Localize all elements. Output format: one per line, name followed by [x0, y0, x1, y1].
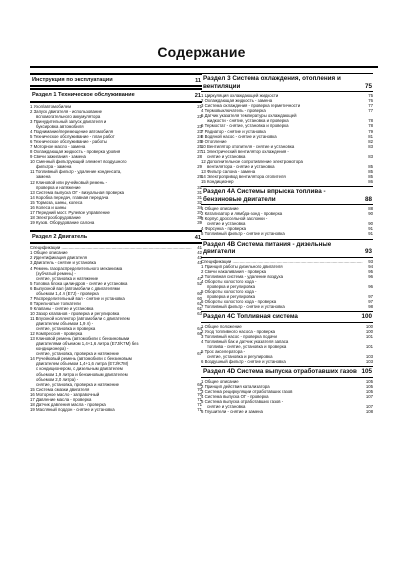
- entry-page-number: 29: [197, 174, 202, 180]
- entry-title: 3 Корпус дроссельной заслонки -: [201, 216, 268, 222]
- section-title: Раздел 4С Топливная система: [203, 313, 298, 321]
- entry-title: 11 Электрический вентилятор охлаждения -: [201, 148, 289, 154]
- entry-title: 6 Техническое обслуживание - работы: [30, 139, 107, 145]
- entry-title: 1 Ухоп/автомобилем: [30, 103, 72, 109]
- section-page-number: 21: [194, 93, 201, 100]
- section-page-number: 88: [364, 195, 372, 203]
- entry-page-number: 97: [368, 294, 373, 300]
- entry-title: 5 Датчик указателя температуры охлаждающей: [201, 113, 297, 119]
- entry-page-number: 42: [197, 250, 202, 256]
- section-title: Раздел 1 Техническое обслуживание: [32, 92, 135, 99]
- entry-page-number: 85: [368, 168, 373, 174]
- entry-title: 12 Дополнительное сопротивление электромотора: [201, 158, 303, 164]
- entry-page-number: 61: [197, 305, 202, 311]
- entry-title: 2 Принцип действия катализатора: [201, 383, 270, 389]
- entry-title: 9 Клапаны - снятие и установка: [30, 305, 94, 311]
- entry-title: 8 Водяной насос - снятие и установка: [201, 133, 277, 139]
- entry-page-number: 39: [197, 219, 202, 225]
- entry-title: 2 Запуск двигателя - использование: [30, 108, 103, 114]
- entry-title: 6 Выпускной вал (автомобили с двигателями: [30, 285, 120, 291]
- entry-title: 1 Общее описание: [201, 378, 239, 384]
- entry-page-number: 29: [197, 164, 202, 170]
- entry-page-number: 101: [365, 343, 373, 349]
- entry-page-number: 75: [368, 93, 373, 99]
- entry-title: 4 Ремень газораспределительного механизма: [30, 265, 123, 271]
- entry-title: 18 Датчик давления масла - проверка: [30, 401, 106, 407]
- entry-page-number: 24: [197, 134, 202, 140]
- toc-left-column: [30, 73, 202, 412]
- entry-page-number: 60: [197, 290, 202, 296]
- entry-title: 6 Воздушный фильтр - снятие и установка: [201, 359, 286, 365]
- entry-title: двигателем объемом 1,9 л) -: [36, 321, 94, 327]
- entry-title: 14 Электропривод вентилятора отопителя: [201, 173, 286, 179]
- entry-title: буксировка автомобиля: [36, 124, 84, 129]
- entry-title: 15 Тормоза, шины, колеса: [30, 199, 83, 205]
- entry-page-number: 105: [365, 383, 373, 389]
- entry-title: снятие, установка, проверка и натяжение: [36, 381, 120, 387]
- entry-page-number: 96: [368, 283, 373, 289]
- entry-page-number: 91: [368, 226, 373, 232]
- entry-title: 8 Охлаждающая жидкость - проверка уровня: [30, 149, 121, 155]
- entry-title: 19 Масляный поддон - снятие и установка: [30, 406, 115, 412]
- entry-title: (зубчатый ремень) -: [36, 270, 76, 276]
- entry-title: 18 Электрооборудование: [30, 214, 81, 220]
- section-heading[interactable]: [201, 73, 373, 92]
- entry-title: 6 Обороты холостого хода - проверка: [201, 299, 277, 305]
- section-title: Раздел 3 Система охлаждения, отопления и вентиляции: [203, 75, 341, 90]
- entry-title: 5 Трос акселератора -: [201, 348, 246, 354]
- entry-page-number: 25: [197, 139, 202, 145]
- entry-title: снятие и установка: [207, 153, 246, 159]
- entry-title: Спецификации .....: [201, 259, 363, 264]
- entry-title: 7 Радиатор - снятие и установка: [201, 128, 266, 134]
- entry-title: 6 Глушители - снятие и замена: [201, 409, 263, 414]
- entry-page-number: 77: [368, 103, 373, 109]
- toc-right-column: [201, 73, 373, 414]
- entry-title: 7 Моторное масло - замена: [30, 144, 86, 150]
- section-heading[interactable]: [30, 73, 202, 87]
- entry-page-number: 97: [368, 299, 373, 305]
- entry-title: 9 Свечи зажигания - замена: [30, 154, 86, 160]
- entry-title: 16 Колеса и шины: [30, 204, 67, 210]
- toc-entry[interactable]: [201, 231, 373, 236]
- entry-title: 3 Принудительный запуск двигателя и: [30, 118, 107, 124]
- entry-page-number: 67: [197, 351, 202, 357]
- entry-title: топлива - снятие, установка и проверка: [207, 343, 287, 349]
- entry-page-number: 93: [368, 258, 373, 264]
- entry-title: кондиционера) -: [36, 346, 69, 352]
- entry-title: проверка и регулировка: [207, 283, 256, 289]
- section-title: Инструкция по эксплуатации: [32, 77, 113, 83]
- section-heading[interactable]: [201, 239, 373, 258]
- entry-page-number: 70: [197, 391, 202, 397]
- entry-title: вспомогательного аккумулятора: [36, 113, 101, 119]
- entry-title: 13 Система выпуска ОГ - визуальная проверка: [30, 189, 125, 195]
- entry-title: 17 Давление масла - проверка: [30, 396, 92, 402]
- entry-title: 8 Тарельчатые толкатели: [30, 300, 81, 306]
- section-page-number: 11: [195, 78, 201, 84]
- entry-page-number: 77: [368, 108, 373, 114]
- entry-title: Спецификации .....: [30, 245, 192, 250]
- section-heading[interactable]: [30, 88, 202, 102]
- section-heading[interactable]: [30, 230, 202, 244]
- entry-page-number: 82: [368, 138, 373, 144]
- entry-page-number: 23: [197, 124, 202, 129]
- entry-page-number: 78: [368, 123, 373, 129]
- entry-page-number: 103: [365, 359, 373, 365]
- entry-page-number: 100: [365, 328, 373, 334]
- entry-title: 1 Принцип работы дизельного двигателя: [201, 263, 283, 269]
- entry-title: фильтра - замена: [36, 164, 72, 170]
- entry-title: 13 Клиновой ремень (автомобили с бензиновыми: [30, 336, 130, 342]
- section-title: Раздел 2 Двигатель: [32, 233, 88, 240]
- entry-page-number: 25: [197, 144, 202, 150]
- entry-title: двигателем объемом 1,4+1,6 литра (E7J/K7M): [36, 361, 129, 367]
- entry-page-number: 76: [368, 98, 373, 104]
- entry-page-number: 31: [197, 189, 202, 195]
- entry-page-number: 85: [368, 163, 373, 169]
- entry-page-number: 21: [197, 103, 202, 109]
- entry-title: снятие и установка: [207, 221, 246, 227]
- entry-title: 11 Впускной коллектор (автомобили с двигателем: [30, 316, 130, 321]
- entry-page-number: 101: [365, 333, 373, 339]
- entry-title: 13 Фильтр салона - замена: [201, 168, 256, 174]
- entry-page-number: 96: [368, 273, 373, 279]
- entry-page-number: 37: [197, 209, 202, 215]
- entry-page-number: 43: [197, 255, 202, 261]
- entry-title: 2 Свечи накаливания - проверка: [201, 268, 267, 274]
- entry-title: замена: [36, 174, 51, 180]
- entry-title: 9 Отопление: [201, 138, 227, 144]
- section-page-number: 75: [364, 82, 372, 90]
- entry-title: 11 Топливный фильтр - удаление конденсата,: [30, 169, 122, 175]
- entry-title: 15 Кондиционер: [201, 178, 234, 184]
- section-page-number: 41: [194, 234, 201, 241]
- entry-title: 12 Клиновой или ручейковый ремень -: [30, 179, 108, 185]
- entry-title: 12 Компрессия - проверка: [30, 331, 83, 337]
- entry-title: 1 Циркуляция охлаждающей жидкости: [201, 93, 279, 99]
- entry-page-number: 66: [197, 331, 202, 337]
- entry-page-number: 22: [197, 113, 202, 119]
- entry-page-number: 71: [197, 396, 202, 402]
- entry-page-number: 90: [368, 211, 373, 217]
- section-title: Раздел 4В Система питания - дизельные двигатели: [203, 240, 332, 256]
- entry-title: проверка и регулировка: [207, 294, 256, 300]
- entry-title: 2 Идентификация двигателя: [30, 255, 87, 261]
- entry-page-number: 78: [368, 118, 373, 124]
- toc-entry[interactable]: [201, 409, 373, 414]
- entry-title: 4 Поднимание/перемещение автомобиля: [30, 129, 113, 135]
- entry-title: 5 Топливный фильтр - снятие и установка: [201, 231, 285, 237]
- entry-title: 5 Система выпуска отработавших газов -: [201, 398, 284, 404]
- entry-title: 4 Термовыключатель - проверка: [201, 108, 266, 114]
- entry-title: 7 Распределительный вал - снятие и установка: [30, 295, 125, 301]
- entry-title: с кондиционером, с дизельным двигателем: [36, 366, 123, 372]
- entry-page-number: 90: [368, 221, 373, 227]
- entry-page-number: 100: [365, 323, 373, 329]
- entry-title: вентилятора - снятие и установка: [207, 163, 275, 169]
- entry-page-number: 98: [368, 304, 373, 310]
- toc-entry[interactable]: [201, 179, 373, 184]
- toc-entry[interactable]: [30, 220, 202, 225]
- entry-title: снятие, установка, проверка и натяжение: [36, 351, 120, 357]
- entry-page-number: 83: [368, 143, 373, 149]
- entry-title: 4 Обороты холостого хода -: [201, 278, 257, 284]
- entry-page-number: 107: [365, 403, 373, 409]
- entry-page-number: 94: [368, 263, 373, 269]
- toc-entry[interactable]: [30, 407, 202, 412]
- entry-page-number: 85: [368, 173, 373, 179]
- entry-title: снятие, установка и натяжение: [36, 275, 99, 281]
- entry-page-number: 71: [197, 406, 202, 412]
- entry-title: 2 Уход топливного насоса - проверка: [201, 328, 276, 334]
- entry-page-number: 71: [197, 401, 202, 407]
- entry-page-number: 32: [197, 199, 202, 205]
- entry-page-number: 43: [197, 260, 202, 266]
- title-rule: [30, 66, 378, 68]
- section-page-number: 100: [361, 313, 372, 321]
- entry-page-number: 70: [197, 386, 202, 392]
- entry-page-number: 103: [365, 354, 373, 360]
- entry-title: 14 Коробка передач, главная передача: [30, 194, 109, 200]
- entry-page-number: 52: [197, 280, 202, 286]
- section-heading[interactable]: [201, 311, 373, 323]
- entry-page-number: 60: [197, 295, 202, 301]
- entry-title: объемом 1,9 литра и бензиновым двигателем: [36, 371, 128, 377]
- entry-title: 3 Двигатель - снятие и установка: [30, 260, 97, 266]
- entry-title: объемом 2,0 литра) -: [36, 376, 79, 382]
- entry-page-number: 91: [368, 231, 373, 237]
- entry-title: 1 Общее описание: [30, 250, 68, 256]
- entry-title: 3 Топливный насос - проверка подачи: [201, 333, 277, 339]
- entry-title: 3 Система охлаждения - проверка герметичности: [201, 103, 301, 109]
- entry-page-number: 38: [197, 214, 202, 220]
- entry-title: 3 Топливная система - удаление воздуха: [201, 273, 283, 279]
- entry-page-number: 31: [197, 194, 202, 200]
- entry-page-number: 64: [197, 326, 202, 332]
- entry-page-number: 31: [197, 184, 202, 190]
- entry-title: 19 Кузов. Оборудование салона: [30, 219, 95, 225]
- entry-page-number: 107: [365, 393, 373, 399]
- entry-title: 7 Топливный фильтр - снятие и установка: [201, 304, 285, 310]
- entry-title: 4 Топливный бак и датчик указателя запаса: [201, 338, 289, 344]
- entry-page-number: 79: [368, 128, 373, 134]
- entry-title: 4 Система выпуска ОГ - проверка: [201, 393, 269, 399]
- entry-page-number: 95: [368, 268, 373, 274]
- entry-page-number: 105: [365, 388, 373, 394]
- entry-title: 3 Система рециркуляции отработавших газов: [201, 388, 293, 394]
- entry-title: 10 Вентилятор отопителя - снятие и установка: [201, 143, 295, 149]
- entry-title: 10 Зазор клапанов - проверка и регулировка: [30, 310, 120, 316]
- entry-title: снятие и установка: [207, 403, 246, 409]
- entry-title: 2 Охлаждающая жидкость - замена: [201, 98, 273, 104]
- entry-page-number: 108: [365, 409, 373, 414]
- entry-page-number: 47: [197, 275, 202, 281]
- entry-title: 4 Форсунка - проверка: [201, 226, 246, 232]
- entry-title: 14 Ручейковый ремень (автомобили с бензиновым: [30, 356, 132, 362]
- entry-title: проверка и натяжение: [36, 184, 81, 190]
- entry-page-number: 68: [197, 381, 202, 387]
- entry-page-number: 28: [197, 154, 202, 160]
- entry-title: 6 Термостат - снятие, установка и проверка: [201, 123, 289, 129]
- entry-title: 5 Техническое обслуживание - план работ: [30, 134, 115, 140]
- toc-entry[interactable]: [201, 304, 373, 309]
- section-heading[interactable]: [201, 186, 373, 205]
- entry-title: снятие, установка и проверка: [36, 326, 96, 332]
- entry-title: 17 Передний мост. Рулевое управление: [30, 209, 110, 215]
- entry-title: 1 Общее положение: [201, 323, 242, 329]
- entry-title: жидкости - снятие, установка и проверка: [207, 118, 289, 124]
- entry-page-number: 23: [197, 129, 202, 135]
- entry-page-number: 88: [368, 206, 373, 212]
- entry-title: 15 Система смазки двигателя: [30, 386, 90, 392]
- entry-title: 1 Общее описание: [201, 206, 239, 212]
- entry-title: 10 Сменный фильтрующий элемент воздушного: [30, 159, 127, 165]
- entry-title: двигателями объемом 1,4+1,6 литра (E7J/K7M) без: [36, 341, 139, 347]
- section-heading[interactable]: [201, 366, 373, 378]
- entry-page-number: 63: [197, 310, 202, 316]
- entry-title: 5 Головка блока цилиндров - снятие и установка: [30, 280, 128, 286]
- entry-title: снятие, установка и регулировка: [207, 354, 273, 360]
- section-title: Раздел 4D Система выпуска отработавших газов: [203, 368, 357, 376]
- entry-title: объемом 1,4 л (E7J) - проверка: [36, 290, 99, 296]
- entry-page-number: 41: [197, 245, 202, 251]
- toc-entry[interactable]: [201, 359, 373, 364]
- entry-title: 2 Катализатор и лямбда-зонд - проверка: [201, 211, 283, 217]
- entry-title: 16 Моторное масло - заправочный: [30, 391, 100, 397]
- entry-title: 5 Обороты холостого хода -: [201, 288, 257, 294]
- section-page-number: 105: [361, 368, 372, 376]
- section-page-number: 93: [364, 248, 372, 256]
- entry-page-number: 61: [197, 300, 202, 306]
- section-title: Раздел 4А Системы впрыска топлива - бензиновые двигатели: [203, 188, 326, 203]
- entry-page-number: 83: [368, 153, 373, 159]
- entry-page-number: 86: [368, 178, 373, 184]
- entry-page-number: 105: [365, 378, 373, 384]
- entry-page-number: 81: [368, 133, 373, 139]
- entry-page-number: 34: [197, 204, 202, 210]
- page-title: Содержание: [157, 44, 246, 60]
- entry-page-number: 27: [197, 149, 202, 155]
